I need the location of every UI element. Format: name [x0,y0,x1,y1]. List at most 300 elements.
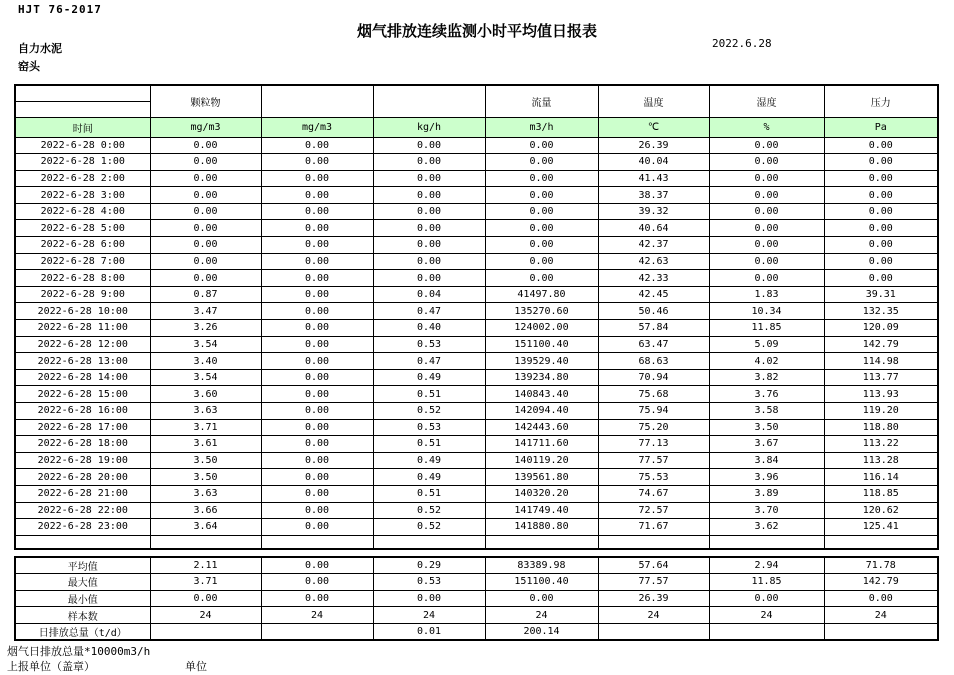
summary-value-cell: 3.71 [150,574,261,591]
value-cell: 0.00 [150,253,261,270]
value-cell: 151100.40 [485,336,598,353]
summary-row [15,557,938,574]
hourly-data-row [15,237,938,254]
value-cell: 0.00 [824,220,938,237]
value-cell: 0.00 [150,170,261,187]
value-cell: 0.00 [824,253,938,270]
value-cell: 0.00 [373,170,485,187]
value-cell: 0.00 [261,137,373,154]
flue-gas-total-note: 烟气日排放总量*10000m3/h [7,645,151,658]
hourly-data-row [15,137,938,154]
value-cell: 0.00 [150,237,261,254]
value-cell: 0.00 [261,485,373,502]
time-cell: 2022-6-28 1:00 [15,154,150,171]
value-cell: 0.00 [824,170,938,187]
summary-value-cell: 0.29 [373,557,485,574]
value-cell: 0.00 [485,237,598,254]
value-cell: 0.00 [261,369,373,386]
group-header-row [15,85,938,101]
summary-value-cell [709,623,824,640]
time-cell: 2022-6-28 23:00 [15,519,150,536]
value-cell: 0.40 [373,320,485,337]
value-cell: 0.52 [373,403,485,420]
summary-row [15,623,938,640]
value-cell: 114.98 [824,353,938,370]
summary-row [15,607,938,624]
hourly-data-row [15,154,938,171]
value-cell: 0.00 [150,187,261,204]
time-cell: 2022-6-28 15:00 [15,386,150,403]
hourly-data-row [15,203,938,220]
summary-value-cell: 0.00 [709,590,824,607]
value-cell: 0.00 [261,253,373,270]
value-cell: 26.39 [598,137,709,154]
unit-header-kgh: kg/h [373,117,485,137]
time-cell: 2022-6-28 4:00 [15,203,150,220]
value-cell: 139234.80 [485,369,598,386]
value-cell: 0.00 [373,270,485,287]
value-cell: 3.50 [709,419,824,436]
summary-value-cell: 0.00 [261,557,373,574]
value-cell: 0.53 [373,336,485,353]
summary-value-cell: 0.00 [485,590,598,607]
summary-value-cell: 151100.40 [485,574,598,591]
hourly-data-row [15,419,938,436]
hourly-data-row [15,519,938,536]
value-cell: 0.00 [150,137,261,154]
value-cell: 118.80 [824,419,938,436]
value-cell: 0.00 [261,353,373,370]
standard-code: HJT 76-2017 [18,3,102,16]
value-cell: 40.64 [598,220,709,237]
value-cell: 77.57 [598,452,709,469]
column-group-blank-1 [261,85,373,117]
summary-value-cell: 2.11 [150,557,261,574]
value-cell: 0.49 [373,369,485,386]
summary-value-cell: 26.39 [598,590,709,607]
hourly-data-row [15,320,938,337]
value-cell: 11.85 [709,320,824,337]
header-corner-top-cell [15,85,150,101]
value-cell: 135270.60 [485,303,598,320]
value-cell: 42.33 [598,270,709,287]
value-cell: 72.57 [598,502,709,519]
value-cell: 141749.40 [485,502,598,519]
value-cell: 140119.20 [485,452,598,469]
value-cell: 140843.40 [485,386,598,403]
header-corner-bottom-cell [15,101,150,117]
summary-value-cell: 24 [261,607,373,624]
value-cell: 0.00 [150,154,261,171]
summary-value-cell: 0.53 [373,574,485,591]
value-cell: 124002.00 [485,320,598,337]
summary-value-cell: 200.14 [485,623,598,640]
value-cell: 0.00 [373,237,485,254]
value-cell: 141711.60 [485,436,598,453]
value-cell: 0.00 [485,187,598,204]
summary-label-cell: 最小值 [15,590,150,607]
summary-value-cell: 24 [373,607,485,624]
report-title: 烟气排放连续监测小时平均值日报表 [356,22,597,40]
summary-value-cell: 24 [824,607,938,624]
value-cell: 0.00 [261,403,373,420]
value-cell: 0.00 [485,203,598,220]
value-cell: 0.00 [261,154,373,171]
value-cell: 74.67 [598,485,709,502]
value-cell: 140320.20 [485,485,598,502]
summary-value-cell: 142.79 [824,574,938,591]
value-cell: 3.50 [150,469,261,486]
value-cell: 139561.80 [485,469,598,486]
hourly-data-row [15,286,938,303]
summary-row [15,574,938,591]
unit-label: 单位 [185,660,207,673]
value-cell: 0.00 [824,154,938,171]
value-cell: 3.89 [709,485,824,502]
value-cell: 3.63 [150,403,261,420]
value-cell: 0.47 [373,303,485,320]
time-cell: 2022-6-28 0:00 [15,137,150,154]
value-cell: 71.67 [598,519,709,536]
value-cell: 0.51 [373,386,485,403]
value-cell: 120.62 [824,502,938,519]
summary-table [14,556,939,641]
value-cell: 0.52 [373,502,485,519]
value-cell: 0.00 [261,502,373,519]
value-cell: 0.00 [709,137,824,154]
value-cell: 75.53 [598,469,709,486]
value-cell: 38.37 [598,187,709,204]
value-cell: 116.14 [824,469,938,486]
hourly-data-row [15,303,938,320]
empty-cell [485,535,598,549]
time-column-header: 时间 [15,117,150,137]
value-cell: 0.00 [261,303,373,320]
value-cell: 3.61 [150,436,261,453]
column-group-pressure: 压力 [824,85,938,117]
unit-header-mgm3-1: mg/m3 [150,117,261,137]
hourly-data-row [15,369,938,386]
value-cell: 75.20 [598,419,709,436]
value-cell: 3.60 [150,386,261,403]
value-cell: 0.00 [373,220,485,237]
summary-label-cell: 平均值 [15,557,150,574]
summary-value-cell: 77.57 [598,574,709,591]
value-cell: 0.00 [150,270,261,287]
value-cell: 5.09 [709,336,824,353]
value-cell: 0.47 [373,353,485,370]
unit-header-pa: Pa [824,117,938,137]
value-cell: 0.00 [824,270,938,287]
summary-value-cell: 0.00 [150,590,261,607]
time-cell: 2022-6-28 21:00 [15,485,150,502]
reporting-unit-label: 上报单位（盖章） [7,660,95,673]
value-cell: 3.76 [709,386,824,403]
value-cell: 41.43 [598,170,709,187]
value-cell: 0.00 [150,203,261,220]
value-cell: 0.00 [373,203,485,220]
empty-cell [824,535,938,549]
time-cell: 2022-6-28 22:00 [15,502,150,519]
summary-value-cell: 71.78 [824,557,938,574]
summary-value-cell: 24 [709,607,824,624]
summary-label-cell: 日排放总量（t/d） [15,623,150,640]
summary-value-cell: 24 [485,607,598,624]
hourly-data-row [15,187,938,204]
value-cell: 0.49 [373,452,485,469]
value-cell: 119.20 [824,403,938,420]
value-cell: 0.00 [261,452,373,469]
time-cell: 2022-6-28 5:00 [15,220,150,237]
empty-cell [709,535,824,549]
value-cell: 142.79 [824,336,938,353]
value-cell: 39.32 [598,203,709,220]
value-cell: 3.96 [709,469,824,486]
value-cell: 0.00 [261,270,373,287]
column-group-humidity: 湿度 [709,85,824,117]
time-cell: 2022-6-28 6:00 [15,237,150,254]
empty-cell [598,535,709,549]
value-cell: 3.67 [709,436,824,453]
summary-value-cell [150,623,261,640]
value-cell: 125.41 [824,519,938,536]
value-cell: 41497.80 [485,286,598,303]
summary-value-cell: 0.00 [824,590,938,607]
column-group-flow: 流量 [485,85,598,117]
value-cell: 0.00 [709,154,824,171]
summary-label-cell: 样本数 [15,607,150,624]
value-cell: 139529.40 [485,353,598,370]
value-cell: 0.00 [261,469,373,486]
hourly-data-row [15,485,938,502]
summary-value-cell: 0.00 [261,574,373,591]
summary-value-cell: 24 [598,607,709,624]
value-cell: 0.49 [373,469,485,486]
hourly-data-row [15,436,938,453]
summary-value-cell [824,623,938,640]
value-cell: 0.00 [261,203,373,220]
value-cell: 1.83 [709,286,824,303]
value-cell: 40.04 [598,154,709,171]
value-cell: 0.00 [485,170,598,187]
value-cell: 3.70 [709,502,824,519]
value-cell: 0.00 [485,253,598,270]
value-cell: 75.68 [598,386,709,403]
summary-value-cell: 11.85 [709,574,824,591]
hourly-data-row [15,270,938,287]
summary-value-cell: 2.94 [709,557,824,574]
value-cell: 0.00 [485,154,598,171]
value-cell: 10.34 [709,303,824,320]
value-cell: 113.93 [824,386,938,403]
value-cell: 0.00 [824,137,938,154]
time-cell: 2022-6-28 11:00 [15,320,150,337]
time-cell: 2022-6-28 2:00 [15,170,150,187]
value-cell: 0.00 [824,203,938,220]
value-cell: 0.00 [261,320,373,337]
empty-cell [373,535,485,549]
time-cell: 2022-6-28 3:00 [15,187,150,204]
unit-header-row [15,117,938,137]
summary-value-cell [598,623,709,640]
value-cell: 42.63 [598,253,709,270]
value-cell: 0.00 [485,220,598,237]
value-cell: 3.66 [150,502,261,519]
value-cell: 0.00 [261,170,373,187]
hourly-data-row [15,386,938,403]
time-cell: 2022-6-28 17:00 [15,419,150,436]
value-cell: 50.46 [598,303,709,320]
value-cell: 3.64 [150,519,261,536]
value-cell: 3.47 [150,303,261,320]
value-cell: 0.51 [373,436,485,453]
value-cell: 0.00 [261,519,373,536]
summary-value-cell: 0.01 [373,623,485,640]
value-cell: 3.62 [709,519,824,536]
value-cell: 42.45 [598,286,709,303]
time-cell: 2022-6-28 9:00 [15,286,150,303]
value-cell: 141880.80 [485,519,598,536]
unit-header-celsius: ℃ [598,117,709,137]
value-cell: 3.54 [150,369,261,386]
time-cell: 2022-6-28 19:00 [15,452,150,469]
summary-value-cell: 24 [150,607,261,624]
value-cell: 0.00 [485,270,598,287]
value-cell: 0.00 [373,253,485,270]
value-cell: 132.35 [824,303,938,320]
value-cell: 57.84 [598,320,709,337]
hourly-data-row [15,469,938,486]
value-cell: 0.00 [709,170,824,187]
value-cell: 0.00 [709,237,824,254]
value-cell: 118.85 [824,485,938,502]
summary-value-cell: 0.00 [261,590,373,607]
report-date: 2022.6.28 [712,37,772,50]
spacer-body [15,535,938,549]
unit-header-mgm3-2: mg/m3 [261,117,373,137]
hourly-data-row [15,220,938,237]
value-cell: 0.00 [709,187,824,204]
value-cell: 0.00 [261,386,373,403]
value-cell: 0.00 [709,253,824,270]
empty-row [15,535,938,549]
value-cell: 39.31 [824,286,938,303]
unit-header-m3h: m3/h [485,117,598,137]
value-cell: 0.87 [150,286,261,303]
value-cell: 113.28 [824,452,938,469]
value-cell: 142443.60 [485,419,598,436]
value-cell: 3.63 [150,485,261,502]
value-cell: 68.63 [598,353,709,370]
value-cell: 3.40 [150,353,261,370]
empty-cell [15,535,150,549]
time-cell: 2022-6-28 12:00 [15,336,150,353]
company-name: 自力水泥 [18,42,62,55]
time-cell: 2022-6-28 18:00 [15,436,150,453]
value-cell: 113.77 [824,369,938,386]
value-cell: 3.26 [150,320,261,337]
value-cell: 0.00 [373,187,485,204]
value-cell: 75.94 [598,403,709,420]
value-cell: 142094.40 [485,403,598,420]
value-cell: 0.52 [373,519,485,536]
value-cell: 0.00 [261,286,373,303]
value-cell: 0.00 [261,336,373,353]
summary-value-cell: 0.00 [373,590,485,607]
value-cell: 0.00 [150,220,261,237]
summary-label-cell: 最大值 [15,574,150,591]
value-cell: 3.84 [709,452,824,469]
value-cell: 4.02 [709,353,824,370]
summary-value-cell: 83389.98 [485,557,598,574]
time-cell: 2022-6-28 14:00 [15,369,150,386]
value-cell: 0.00 [709,270,824,287]
value-cell: 0.00 [373,137,485,154]
time-cell: 2022-6-28 8:00 [15,270,150,287]
time-cell: 2022-6-28 20:00 [15,469,150,486]
time-cell: 2022-6-28 16:00 [15,403,150,420]
monitoring-point-name: 窑头 [18,60,40,73]
hourly-data-row [15,336,938,353]
value-cell: 0.00 [824,187,938,204]
hourly-data-row [15,170,938,187]
hourly-data-row [15,502,938,519]
value-cell: 42.37 [598,237,709,254]
value-cell: 3.82 [709,369,824,386]
column-group-temperature: 温度 [598,85,709,117]
hourly-report-table [14,84,939,550]
value-cell: 0.00 [709,220,824,237]
time-cell: 2022-6-28 13:00 [15,353,150,370]
column-group-blank-2 [373,85,485,117]
value-cell: 0.00 [261,237,373,254]
value-cell: 0.00 [485,137,598,154]
value-cell: 3.58 [709,403,824,420]
empty-cell [150,535,261,549]
unit-header-percent: % [709,117,824,137]
value-cell: 0.00 [261,220,373,237]
summary-row [15,590,938,607]
hourly-data-row [15,253,938,270]
value-cell: 113.22 [824,436,938,453]
value-cell: 63.47 [598,336,709,353]
value-cell: 0.04 [373,286,485,303]
value-cell: 3.50 [150,452,261,469]
value-cell: 0.00 [261,187,373,204]
summary-value-cell [261,623,373,640]
value-cell: 0.00 [373,154,485,171]
summary-value-cell: 57.64 [598,557,709,574]
time-cell: 2022-6-28 10:00 [15,303,150,320]
value-cell: 0.51 [373,485,485,502]
value-cell: 0.00 [709,203,824,220]
value-cell: 0.00 [261,436,373,453]
value-cell: 70.94 [598,369,709,386]
value-cell: 0.00 [261,419,373,436]
value-cell: 0.00 [824,237,938,254]
hourly-data-row [15,403,938,420]
value-cell: 3.71 [150,419,261,436]
hourly-rows-body [15,137,938,535]
summary-rows-body [15,557,938,640]
hourly-data-row [15,353,938,370]
empty-cell [261,535,373,549]
time-cell: 2022-6-28 7:00 [15,253,150,270]
value-cell: 3.54 [150,336,261,353]
value-cell: 0.53 [373,419,485,436]
value-cell: 120.09 [824,320,938,337]
value-cell: 77.13 [598,436,709,453]
